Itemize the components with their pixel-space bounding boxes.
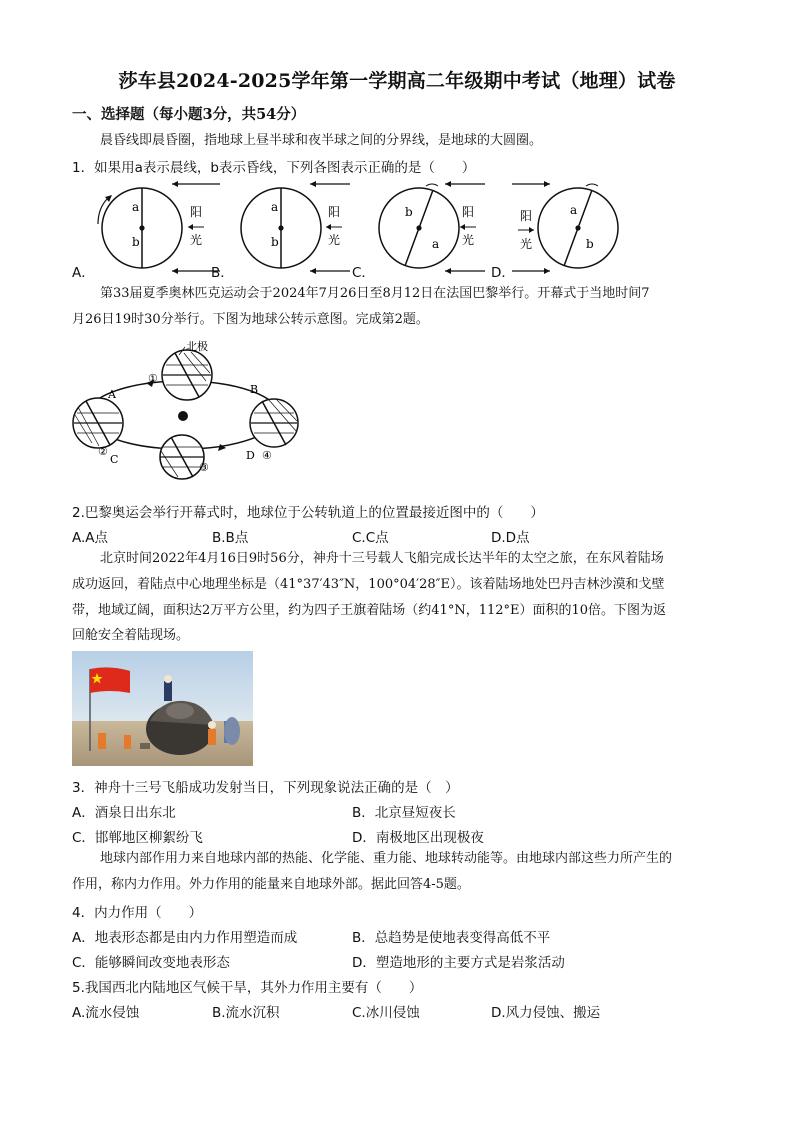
q1-figure-a [98,181,220,274]
section-heading: 一、选择题（每小题3分，共54分） [72,106,306,123]
sun-label-1: 阳 [462,205,475,219]
q5-option-d[interactable]: D.风力侵蚀、搬运 [491,1005,601,1021]
point-b-label: B [250,383,259,396]
position-4-label: ④ [262,449,272,462]
label-a: a [132,200,140,214]
sun-icon [178,411,188,421]
intro-paragraph-3-line-1: 北京时间2022年4月16日9时56分，神舟十三号载人飞船完成长达半年的太空之旅，在东风着陆场 [100,551,664,566]
question-1-stem: 1．如果用a表示晨线，b表示昏线，下列各图表示正确的是（ ） [72,160,476,176]
intro-paragraph-3-line-4: 回舱安全着陆现场。 [72,628,190,643]
sun-label-1: 阳 [190,205,203,219]
q2-option-c[interactable]: C.C点 [352,530,389,546]
label-a: a [432,237,440,251]
intro-paragraph-3-line-3: 带，地域辽阔，面积达2万平方公里，约为四子王旗着陆场（约41°N，112°E）面积的10倍。下图为返 [72,603,667,618]
q2-option-b[interactable]: B.B点 [212,530,249,546]
intro-paragraph-1: 晨昏线即晨昏圈，指地球上昼半球和夜半球之间的分界线，是地球的大圆圈。 [100,133,543,148]
sun-label-2: 光 [520,237,533,251]
earth-orbit-diagram [66,335,306,490]
sun-label-1: 阳 [328,205,341,219]
landing-site-photo [72,651,253,766]
question-2-stem: 2.巴黎奥运会举行开幕式时，地球位于公转轨道上的位置最接近图中的（ ） [72,505,544,521]
label-a: a [570,203,578,217]
q4-option-c[interactable]: C．能够瞬间改变地表形态 [72,955,230,971]
intro-paragraph-3-line-2: 成功返回，着陆点中心地理坐标是（41°37′43″N，100°04′28″E）。该着陆场地处巴丹吉林沙漠和戈壁 [72,577,665,592]
q4-option-d[interactable]: D．塑造地形的主要方式是岩浆活动 [352,955,565,971]
intro-paragraph-2-line-2: 月26日19时30分举行。下图为地球公转示意图。完成第2题。 [72,312,429,327]
q4-option-a[interactable]: A．地表形态都是由内力作用塑造而成 [72,930,298,946]
point-d-label: D [246,449,255,462]
q4-option-b[interactable]: B．总趋势是使地表变得高低不平 [352,930,551,946]
q5-option-b[interactable]: B.流水沉积 [212,1005,280,1021]
sun-label-2: 光 [462,233,475,247]
q1-option-c[interactable]: C． [352,265,375,281]
q2-option-d[interactable]: D.D点 [491,530,530,546]
q1-option-d[interactable]: D． [491,265,515,281]
q3-option-c[interactable]: C．邯郸地区柳絮纷飞 [72,830,203,846]
north-pole-label: 北极 [186,340,208,353]
q3-option-d[interactable]: D．南极地区出现极夜 [352,830,484,846]
label-b: b [271,235,279,249]
exam-title: 莎车县2024-2025学年第一学期高二年级期中考试（地理）试卷 [118,70,676,92]
q1-figure-d [512,181,618,274]
sun-label-1: 阳 [520,209,533,223]
q3-option-b[interactable]: B．北京昼短夜长 [352,805,456,821]
question-4-stem: 4．内力作用（ ） [72,905,203,921]
globe-left [73,398,123,448]
globe-bottom [160,435,204,479]
q5-option-c[interactable]: C.冰川侵蚀 [352,1005,420,1021]
q3-option-a[interactable]: A．酒泉日出东北 [72,805,176,821]
sun-label-2: 光 [190,233,203,247]
sun-label-2: 光 [328,233,341,247]
globe-top [162,350,212,400]
intro-paragraph-2-line-1: 第33届夏季奥林匹克运动会于2024年7月26日至8月12日在法国巴黎举行。开幕式于当地时间7 [100,286,650,301]
q5-option-a[interactable]: A.流水侵蚀 [72,1005,140,1021]
q2-option-a[interactable]: A.A点 [72,530,109,546]
point-a-label: A [108,388,116,401]
label-b: b [132,235,140,249]
point-c-label: C [110,453,119,466]
globe-right [250,399,298,447]
q1-option-b[interactable]: B． [211,265,234,281]
position-2-label: ② [98,445,108,458]
q1-figure-c [379,181,485,274]
q1-figure-b [241,181,350,274]
position-3-label: ③ [199,461,209,474]
position-1-label: ① [148,372,158,385]
question-5-stem: 5.我国西北内陆地区气候干旱，其外力作用主要有（ ） [72,980,423,996]
q1-option-a[interactable]: A． [72,265,95,281]
label-a: a [271,200,279,214]
intro-paragraph-4-line-1: 地球内部作用力来自地球内部的热能、化学能、重力能、地球转动能等。由地球内部这些力所产生的 [100,851,673,866]
intro-paragraph-4-line-2: 作用，称内力作用。外力作用的能量来自地球外部。据此回答4-5题。 [72,877,470,892]
label-b: b [405,205,413,219]
label-b: b [586,237,594,251]
question-3-stem: 3．神舟十三号飞船成功发射当日，下列现象说法正确的是（ ） [72,780,459,796]
